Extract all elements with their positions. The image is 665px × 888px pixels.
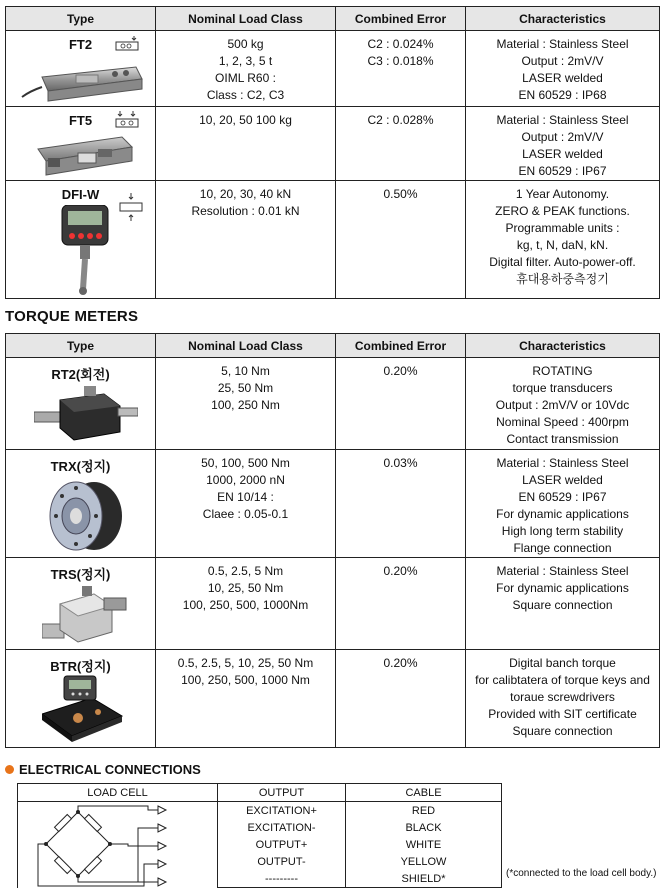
header-combined-error: Combined Error (336, 7, 466, 31)
load-line: 10, 25, 50 Nm (207, 581, 284, 595)
characteristics-cell (466, 450, 660, 558)
char-line: Material : Stainless Steel (496, 37, 629, 51)
load-line: Resolution : 0.01 kN (191, 204, 300, 218)
type-cell (6, 650, 156, 748)
header-nominal-load: Nominal Load Class (156, 334, 336, 358)
load-direction-icon (114, 36, 140, 52)
combined-error-cell (336, 31, 466, 107)
char-line: for calibtatera of torque keys and (475, 673, 650, 687)
char-line: Square connection (512, 724, 613, 738)
nominal-load-cell (156, 181, 336, 299)
header-output: OUTPUT (218, 784, 346, 802)
char-line: LASER welded (522, 71, 603, 85)
product-name: DFI-W (61, 187, 100, 202)
char-line: For dynamic applications (496, 507, 629, 521)
torque-header-row (6, 334, 660, 358)
combined-error-cell (336, 181, 466, 299)
char-line: toraue screwdrivers (510, 690, 615, 704)
char-line: LASER welded (522, 473, 603, 487)
char-line: kg, t, N, daN, kN. (516, 238, 609, 252)
characteristics-cell (466, 558, 660, 650)
char-line: torque transducers (512, 381, 613, 395)
char-line: Material : Stainless Steel (496, 113, 629, 127)
load-direction-icon (114, 111, 140, 129)
output-cell: OUTPUT+ (218, 836, 346, 853)
type-cell (6, 358, 156, 450)
char-line: Output : 2mV/V (521, 54, 604, 68)
error-line: 0.20% (383, 564, 418, 578)
bridge-diagram-cell (18, 802, 218, 888)
error-line: 0.50% (383, 187, 418, 201)
cable-cell: SHIELD* (346, 870, 502, 888)
shear-beam-load-cell-image (20, 57, 146, 103)
char-line: Nominal Speed : 400rpm (496, 415, 629, 429)
output-cell: EXCITATION- (218, 819, 346, 836)
characteristics-cell (466, 31, 660, 107)
torque-meter-table (5, 333, 660, 748)
product-name: TRS(정지) (50, 567, 111, 582)
char-line: Programmable units : (505, 221, 620, 235)
product-name: RT2(회전) (51, 367, 110, 382)
error-line: 0.03% (383, 456, 418, 470)
product-name: FT2 (68, 37, 93, 52)
char-line: EN 60529 : IP67 (518, 490, 607, 504)
error-line: C2 : 0.024% (367, 37, 434, 51)
table-row (6, 181, 660, 299)
load-direction-icon (118, 193, 144, 223)
table-row (6, 558, 660, 650)
product-name: TRX(정지) (50, 459, 111, 474)
header-characteristics: Characteristics (466, 334, 660, 358)
char-line: Output : 2mV/V (521, 130, 604, 144)
error-line: C2 : 0.028% (367, 113, 434, 127)
char-line: Material : Stainless Steel (496, 456, 629, 470)
header-type: Type (6, 7, 156, 31)
load-line: 1, 2, 3, 5 t (218, 54, 273, 68)
type-cell (6, 107, 156, 181)
cable-cell: RED (346, 802, 502, 820)
cable-cell: BLACK (346, 819, 502, 836)
load-line: 100, 250, 500, 1000Nm (182, 598, 309, 612)
char-line: EN 60529 : IP67 (518, 164, 607, 178)
char-line: EN 60529 : IP68 (518, 88, 607, 102)
header-cable: CABLE (346, 784, 502, 802)
combined-error-cell (336, 558, 466, 650)
char-line: Provided with SIT certificate (488, 707, 637, 721)
characteristics-cell (466, 107, 660, 181)
header-load-cell: LOAD CELL (18, 784, 218, 802)
error-line: 0.20% (383, 364, 418, 378)
load-line: 25, 50 Nm (217, 381, 274, 395)
rotating-torque-transducer-image (34, 386, 138, 444)
nominal-load-cell (156, 358, 336, 450)
type-cell (6, 558, 156, 650)
table-row (6, 107, 660, 181)
type-cell (6, 31, 156, 107)
cable-cell: WHITE (346, 836, 502, 853)
char-line: Material : Stainless Steel (496, 564, 629, 578)
char-line: 휴대용하중측정기 (516, 272, 609, 286)
load-line: 5, 10 Nm (221, 364, 270, 378)
load-line: 10, 20, 30, 40 kN (199, 187, 292, 201)
load-line: 1000, 2000 nN (206, 473, 285, 487)
electrical-header-row (18, 784, 502, 802)
header-nominal-load: Nominal Load Class (156, 7, 336, 31)
combined-error-cell (336, 450, 466, 558)
nominal-load-cell (156, 558, 336, 650)
flange-torque-transducer-image (42, 478, 124, 552)
product-name: BTR(정지) (50, 659, 111, 674)
char-line: For dynamic applications (496, 581, 629, 595)
load-line: EN 10/14 : (217, 490, 274, 504)
cable-cell: YELLOW (346, 853, 502, 870)
load-line: 100, 250 Nm (211, 398, 280, 412)
digital-force-indicator-image (54, 205, 116, 297)
header-characteristics: Characteristics (466, 7, 660, 31)
char-line: 1 Year Autonomy. (515, 187, 610, 201)
load-line: Claee : 0.05-0.1 (202, 507, 289, 521)
load-cell-table (5, 6, 660, 299)
load-line: 50, 100, 500 Nm (201, 456, 290, 470)
characteristics-cell (466, 181, 660, 299)
nominal-load-cell (156, 650, 336, 748)
error-line: C3 : 0.018% (367, 54, 434, 68)
load-line: 0.5, 2.5, 5 Nm (207, 564, 284, 578)
combined-error-cell (336, 358, 466, 450)
load-cell-header-row (6, 7, 660, 31)
nominal-load-cell (156, 31, 336, 107)
load-line: 500 kg (227, 37, 264, 51)
combined-error-cell (336, 107, 466, 181)
load-line: OIML R60 : (215, 71, 276, 85)
output-cell: --------- (218, 870, 346, 888)
char-line: Contact transmission (506, 432, 619, 446)
load-line: Class : C2, C3 (206, 88, 285, 102)
type-cell (6, 181, 156, 299)
characteristics-cell (466, 650, 660, 748)
single-point-load-cell-image (32, 131, 136, 177)
error-line: 0.20% (383, 656, 418, 670)
header-combined-error: Combined Error (336, 334, 466, 358)
bullet-icon (5, 765, 14, 774)
nominal-load-cell (156, 450, 336, 558)
output-cell: OUTPUT- (218, 853, 346, 870)
bench-torque-tester-image (42, 674, 126, 744)
output-cell: EXCITATION+ (218, 802, 346, 820)
electrical-connections-title (5, 762, 201, 777)
combined-error-cell (336, 650, 466, 748)
characteristics-cell (466, 358, 660, 450)
table-row (6, 358, 660, 450)
type-cell (6, 450, 156, 558)
char-line: ZERO & PEAK functions. (495, 204, 630, 218)
table-row (6, 31, 660, 107)
table-row (18, 802, 502, 820)
char-line: Digital banch torque (509, 656, 616, 670)
char-line: LASER welded (522, 147, 603, 161)
table-row (6, 650, 660, 748)
load-line: 100, 250, 500, 1000 Nm (181, 673, 310, 687)
product-name: FT5 (68, 113, 93, 128)
load-line: 0.5, 2.5, 5, 10, 25, 50 Nm (177, 656, 314, 670)
wheatstone-bridge-diagram (18, 802, 216, 888)
char-line: Flange connection (513, 541, 612, 555)
nominal-load-cell (156, 107, 336, 181)
electrical-title-text: ELECTRICAL CONNECTIONS (19, 762, 201, 777)
char-line: ROTATING (532, 364, 593, 378)
square-torque-transducer-image (42, 584, 128, 646)
load-line: 10, 20, 50 100 kg (199, 113, 292, 127)
header-type: Type (6, 334, 156, 358)
char-line: Square connection (512, 598, 613, 612)
char-line: Output : 2mV/V or 10Vdc (495, 398, 630, 412)
char-line: High long term stability (501, 524, 624, 538)
torque-meters-title: TORQUE METERS (5, 308, 139, 325)
table-row (6, 450, 660, 558)
shield-footnote: (*connected to the load cell body.) (506, 868, 657, 879)
electrical-table (17, 783, 502, 888)
char-line: Digital filter. Auto-power-off. (489, 255, 636, 269)
